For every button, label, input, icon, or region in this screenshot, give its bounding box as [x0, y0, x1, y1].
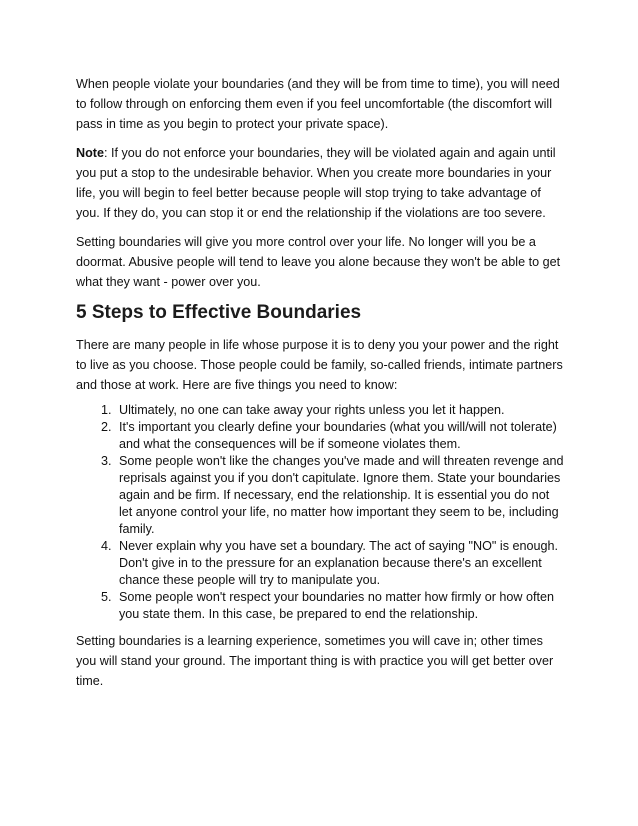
section-heading: 5 Steps to Effective Boundaries: [76, 302, 362, 323]
paragraph-note: [76, 143, 566, 223]
paragraph-intro: There are many people in life whose purpose it is to deny you your power and the right to live as you choose. Those people could be family, so-called friends, intimate partners and those at work. Here are five things you need to know:: [76, 338, 563, 392]
list-item: 5. Some people won't respect your boundaries no matter how firmly or how often you state them. In this case, be prepared to end the relationship.: [115, 589, 566, 623]
note-label: Note: [76, 146, 104, 160]
document-page: [76, 74, 566, 700]
note-text: : If you do not enforce your boundaries, they will be violated again and again until you put a stop to the undesirable behavior. When you create more boundaries in your life, you will begin to feel better because people will stop trying to take advantage of you. If they do, you can stop it or end the relationship if the violations are too severe.: [76, 146, 556, 220]
list-item: 4. Never explain why you have set a boundary. The act of saying "NO" is enough. Don't give in to the pressure for an explanation because there's an excellent chance these people will try to manipulate you.: [115, 538, 566, 589]
list-item: 1. Ultimately, no one can take away your rights unless you let it happen.: [115, 402, 566, 419]
paragraph-control: Setting boundaries will give you more control over your life. No longer will you be a doormat. Abusive people will tend to leave you alone because they won't be able to get what they want - power over you.: [76, 235, 561, 289]
list-item: 3. Some people won't like the changes you've made and will threaten revenge and reprisals against you if you don't capitulate. Ignore them. State your boundaries again and be firm. If necessary, end the relationship. It is essential you do not let anyone control your life, no matter how important they seem to be, including family.: [115, 453, 566, 538]
steps-list: [76, 402, 566, 623]
paragraph-enforcing-boundaries: When people violate your boundaries (and they will be from time to time), you will need to follow through on enforcing them even if you feel uncomfortable (the discomfort will pass in time as you begin to protect your private space).: [76, 77, 560, 131]
list-item: 2. It's important you clearly define your boundaries (what you will/will not tolerate) and what the consequences will be if someone violates them.: [115, 419, 566, 453]
paragraph-closing: Setting boundaries is a learning experience, sometimes you will cave in; other times you will stand your ground. The important thing is with practice you will get better over time.: [76, 634, 554, 688]
